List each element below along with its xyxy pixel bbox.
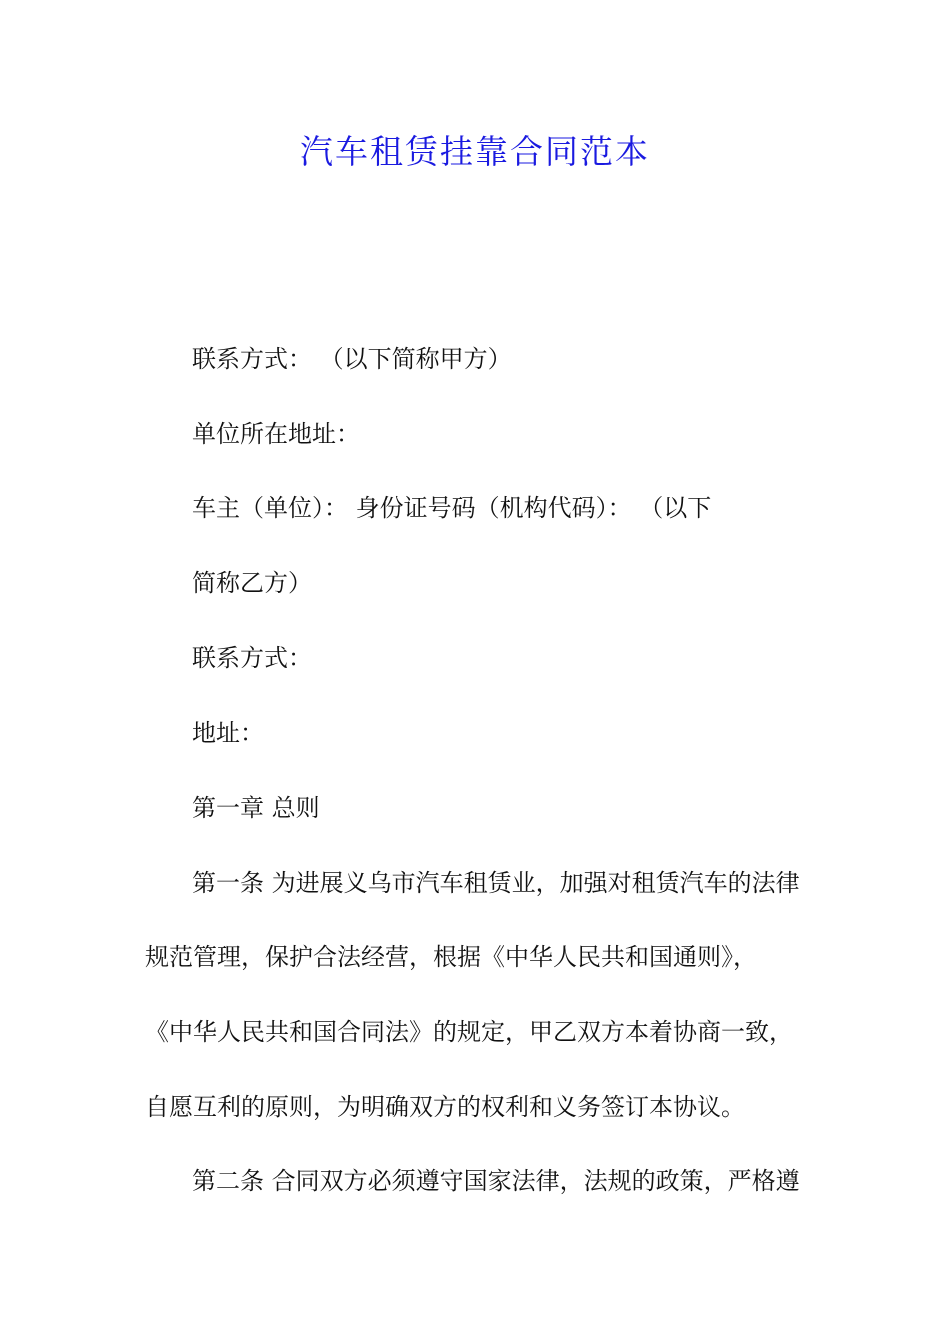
article-1-line-4: 自愿互利的原则，为明确双方的权利和义务签订本协议。 xyxy=(145,1093,745,1121)
article-1-line-1: 第一条 为进展义乌市汽车租赁业，加强对租赁汽车的法律 xyxy=(192,869,800,897)
article-2-line-1: 第二条 合同双方必须遵守国家法律，法规的政策，严格遵 xyxy=(192,1167,800,1195)
chapter-heading: 第一章 总则 xyxy=(192,794,320,822)
party-b-contact-line: 联系方式： xyxy=(192,644,312,672)
article-1-line-3: 《中华人民共和国合同法》的规定，甲乙双方本着协商一致， xyxy=(145,1018,793,1046)
party-a-contact-line: 联系方式： （以下简称甲方） xyxy=(192,345,512,373)
party-b-owner-line: 车主（单位）： 身份证号码（机构代码）： （以下 xyxy=(192,494,712,522)
party-a-address-line: 单位所在地址： xyxy=(192,420,360,448)
party-b-address-line: 地址： xyxy=(192,719,264,747)
party-b-owner-line-cont: 简称乙方） xyxy=(192,569,312,597)
article-1-line-2: 规范管理，保护合法经营，根据《中华人民共和国通则》， xyxy=(145,943,757,971)
document-title: 汽车租赁挂靠合同范本 xyxy=(300,132,650,171)
